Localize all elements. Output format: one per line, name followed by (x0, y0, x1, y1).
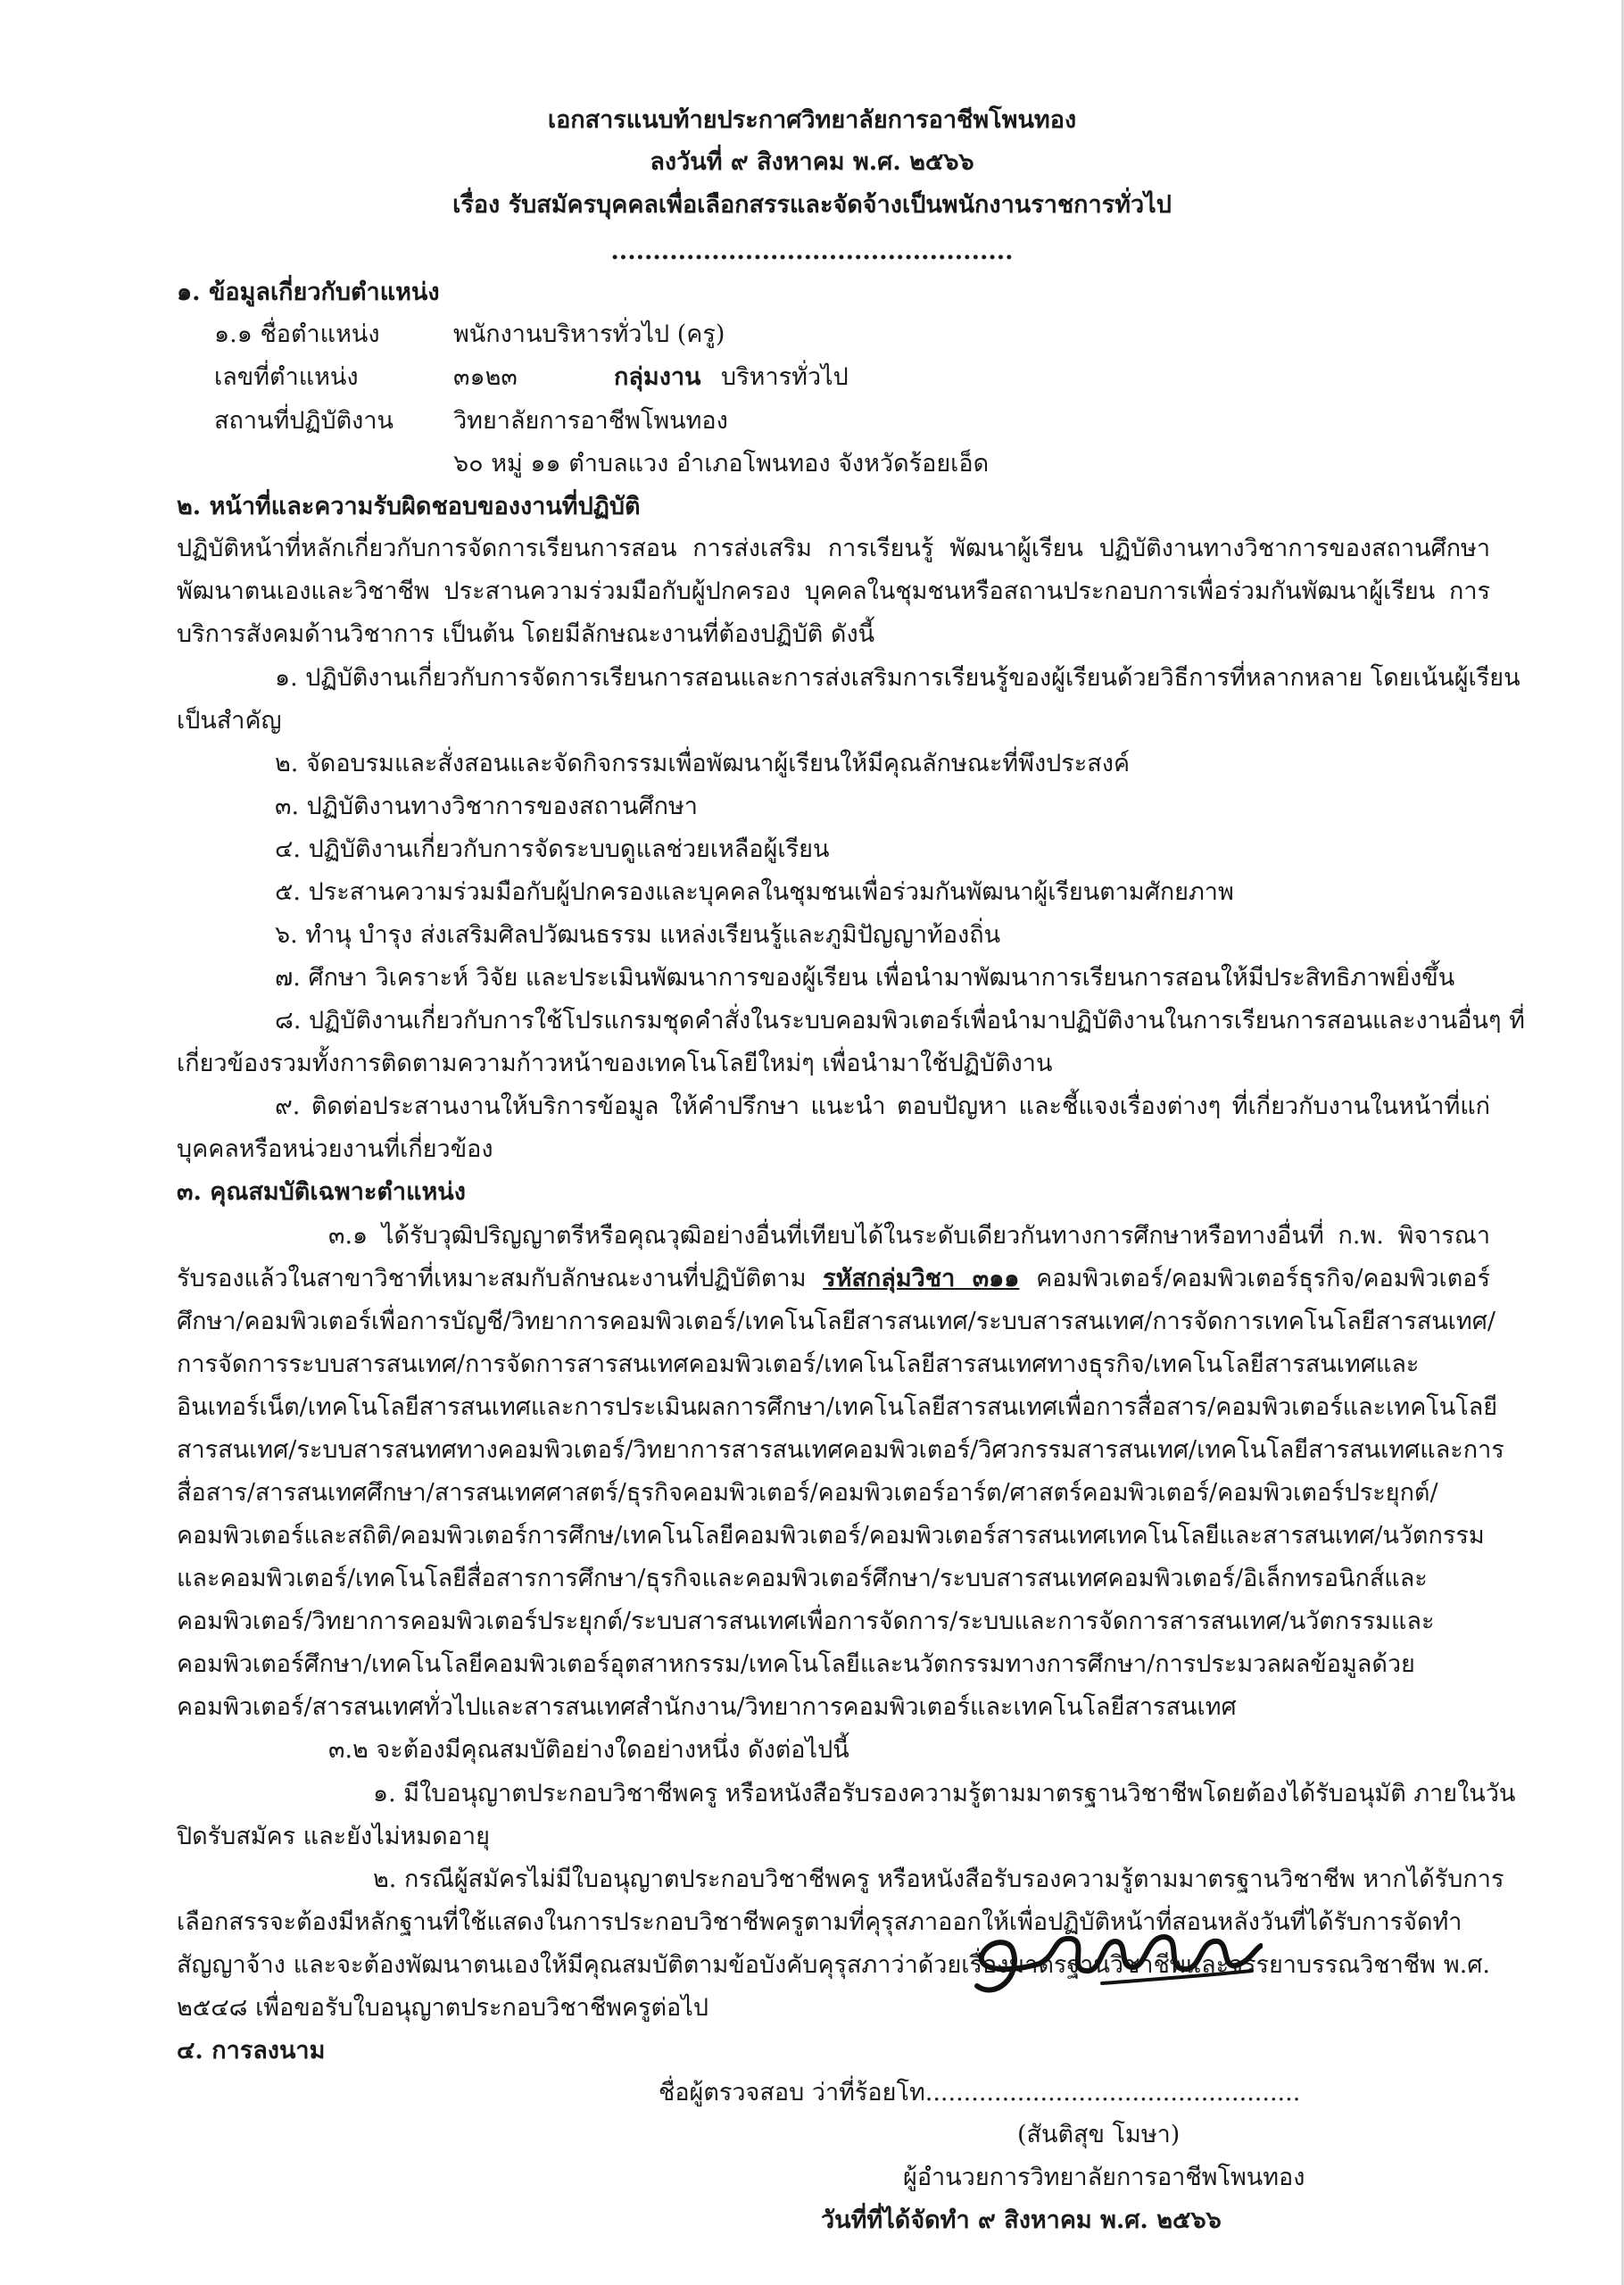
qualification-2-2-line-2: เลือกสรรจะต้องมีหลักฐานที่ใช้แสดงในการประกอบวิชาชีพครูตามที่คุรุสภาออกให้เพื่อปฏิบัติหน้าที่สอนหลังวันที่ได้รับการจัดทำ (177, 1908, 1462, 1936)
signer-role: ผู้อำนวยการวิทยาลัยการอาชีพโพนทอง (903, 2164, 1305, 2191)
duty-item-7: ๗. ศึกษา วิเคราะห์ วิจัย และประเมินพัฒนาการของผู้เรียน เพื่อนำมาพัฒนาการเรียนการสอนให้มีประสิทธิภาพยิ่งขึ้น (275, 964, 1455, 992)
workplace-value-2: ๖๐ หมู่ ๑๑ ตำบลแวง อำเภอโพนทอง จังหวัดร้อยเอ็ด (453, 450, 990, 478)
qualification-1-line-11: คอมพิวเตอร์ศึกษา/เทคโนโลยีคอมพิวเตอร์อุตสาหกรรม/เทคโนโลยีและนวัตกรรมทางการศึกษา/การประมวลผลข้อมูลด้วย (177, 1650, 1415, 1678)
qualification-1-line-8: คอมพิวเตอร์และสถิติ/คอมพิวเตอร์การศึกษ/เทคโนโลยีคอมพิวเตอร์/คอมพิวเตอร์สารสนเทศเทคโนโลยีและสารสนเทศ/นวัตกรรม (177, 1522, 1485, 1550)
qualification-2-1-line-1: ๑. มีใบอนุญาตประกอบวิชาชีพครู หรือหนังสือรับรองความรู้ตามมาตรฐานวิชาชีพโดยต้องได้รับอนุมัติ ภายในวัน (373, 1780, 1516, 1807)
workplace-label: สถานที่ปฏิบัติงาน (214, 407, 394, 435)
duties-intro-line-2: พัฒนาตนเองและวิชาชีพ ประสานความร่วมมือกับผู้ปกครอง บุคคลในชุมชนหรือสถานประกอบการเพื่อร่วมกันพัฒนาผู้เรียน การ (177, 577, 1490, 605)
duty-item-8-line-1: ๘. ปฏิบัติงานเกี่ยวกับการใช้โปรแกรมชุดคำสั่งในระบบคอมพิวเตอร์เพื่อนำมาปฏิบัติงานในการเรียนการสอนและงานอื่นๆ ที่ (275, 1007, 1525, 1034)
section-3-title: ๓. คุณสมบัติเฉพาะตำแหน่ง (177, 1178, 466, 1206)
qualification-2-2-line-4: ๒๕๔๘ เพื่อขอรับใบอนุญาตประกอบวิชาชีพครูต่อไป (177, 1994, 708, 2022)
qualification-1-line-1: ๓.๑ ได้รับวุฒิปริญญาตรีหรือคุณวุฒิอย่างอื่นที่เทียบได้ในระดับเดียวกันทางการศึกษาหรือทางอื่นที่ ก.พ. พิจารณา (328, 1222, 1490, 1250)
section-1-title: ๑. ข้อมูลเกี่ยวกับตำแหน่ง (177, 278, 440, 306)
position-label: ๑.๑ ชื่อตำแหน่ง (214, 320, 380, 348)
header-line-3: เรื่อง รับสมัครบุคคลเพื่อเลือกสรรและจัดจ้างเป็นพนักงานราชการทั่วไป (452, 191, 1172, 219)
prepared-date: วันที่ที่ได้จัดทำ ๙ สิงหาคม พ.ศ. ๒๕๖๖ (821, 2206, 1222, 2234)
qualification-2-2-line-1: ๒. กรณีผู้สมัครไม่มีใบอนุญาตประกอบวิชาชีพครู หรือหนังสือรับรองความรู้ตามมาตรฐานวิชาชีพ หากได้รับการ (373, 1865, 1504, 1893)
qualification-1-line-7: สื่อสาร/สารสนเทศศึกษา/สารสนเทศศาสตร์/ธุรกิจคอมพิวเตอร์/คอมพิวเตอร์อาร์ต/ศาสตร์คอมพิวเตอร์/คอมพิวเตอร์ประยุกต์/ (177, 1479, 1438, 1507)
duty-item-9-line-2: บุคคลหรือหน่วยงานที่เกี่ยวข้อง (177, 1135, 493, 1163)
duty-item-9-line-1: ๙. ติดต่อประสานงานให้บริการข้อมูล ให้คำปรึกษา แนะนำ ตอบปัญหา และชี้แจงเรื่องต่างๆ ที่เกี่ยวกับงานในหน้าที่แก่ (275, 1093, 1490, 1120)
duty-item-8-line-2: เกี่ยวข้องรวมทั้งการติดตามความก้าวหน้าของเทคโนโลยีใหม่ๆ เพื่อนำมาใช้ปฏิบัติงาน (177, 1050, 1053, 1077)
qualification-1-line-6: สารสนเทศ/ระบบสารสนทศทางคอมพิวเตอร์/วิทยาการสารสนเทศคอมพิวเตอร์/วิศวกรรมสารสนเทศ/เทคโนโลยีสารสนเทศและการ (177, 1436, 1504, 1464)
qualification-2: ๓.๒ จะต้องมีคุณสมบัติอย่างใดอย่างหนึ่ง ดังต่อไปนี้ (328, 1736, 849, 1764)
duties-intro-line-3: บริการสังคมด้านวิชาการ เป็นต้น โดยมีลักษณะงานที่ต้องปฏิบัติ ดังนี้ (177, 620, 875, 648)
checker-line: ชื่อผู้ตรวจสอบ ว่าที่ร้อยโท................................................. (659, 2079, 1301, 2106)
header-dots: ................................................ (610, 237, 1014, 265)
duty-item-6: ๖. ทำนุ บำรุง ส่งเสริมศิลปวัฒนธรรม แหล่งเรียนรู้และภูมิปัญญาท้องถิ่น (275, 921, 1001, 949)
qualification-1-line-4: การจัดการระบบสารสนเทศ/การจัดการสารสนเทศคอมพิวเตอร์/เทคโนโลยีสารสนเทศทางธุรกิจ/เทคโนโลยีสารสนเทศและ (177, 1350, 1420, 1378)
signer-name: (สันติสุข โมษา) (1017, 2121, 1181, 2148)
qualification-1-line-3: ศึกษา/คอมพิวเตอร์เพื่อการบัญชี/วิทยาการคอมพิวเตอร์/เทคโนโลยีสารสนเทศ/ระบบสารสนเทศ/การจัดการเทคโนโลยีสารสนเทศ/ (177, 1308, 1496, 1335)
qualification-1-line-12: คอมพิวเตอร์/สารสนเทศทั่วไปและสารสนเทศสำนักงาน/วิทยาการคอมพิวเตอร์และเทคโนโลยีสารสนเทศ (177, 1693, 1237, 1721)
qualification-1-line-2-pre: รับรองแล้วในสาขาวิชาที่เหมาะสมกับลักษณะงานที่ปฏิบัติตาม (177, 1265, 807, 1292)
work-group-label: กลุ่มงาน (614, 363, 701, 391)
duty-item-1-line-2: เป็นสำคัญ (177, 707, 282, 735)
duties-intro-line-1: ปฏิบัติหน้าที่หลักเกี่ยวกับการจัดการเรียนการสอน การส่งเสริม การเรียนรู้ พัฒนาผู้เรียน ปฏิบัติงานทางวิชาการของสถานศึกษา (177, 535, 1490, 562)
workplace-value-1: วิทยาลัยการอาชีพโพนทอง (453, 407, 728, 435)
position-number-value: ๓๑๒๓ (453, 363, 518, 391)
qualification-2-1-line-2: ปิดรับสมัคร และยังไม่หมดอายุ (177, 1823, 490, 1850)
work-group-value: บริหารทั่วไป (721, 363, 849, 391)
duty-item-4: ๔. ปฏิบัติงานเกี่ยวกับการจัดระบบดูแลช่วยเหลือผู้เรียน (275, 835, 830, 863)
qualification-1-line-2-post: คอมพิวเตอร์/คอมพิวเตอร์ธุรกิจ/คอมพิวเตอร์ (1036, 1265, 1490, 1292)
duty-item-5: ๕. ประสานความร่วมมือกับผู้ปกครองและบุคคลในชุมชนเพื่อร่วมกันพัฒนาผู้เรียนตามศักยภาพ (275, 878, 1234, 906)
subject-group-code: รหัสกลุ่มวิชา ๓๑๑ (823, 1265, 1020, 1292)
qualification-1-line-2 (177, 1261, 1490, 1297)
header-line-2: ลงวันที่ ๙ สิงหาคม พ.ศ. ๒๕๖๖ (650, 148, 974, 176)
position-value: พนักงานบริหารทั่วไป (ครู) (453, 320, 725, 348)
header-line-1: เอกสารแนบท้ายประกาศวิทยาลัยการอาชีพโพนทอง (547, 106, 1077, 134)
handwritten-signature (968, 1901, 1263, 1999)
qualification-1-line-9: และคอมพิวเตอร์/เทคโนโลยีสื่อสารการศึกษา/ธุรกิจและคอมพิวเตอร์ศึกษา/ระบบสารสนเทศคอมพิวเตอร์/อิเล็กทรอนิกส์และ (177, 1565, 1428, 1592)
section-4-title: ๔. การลงนาม (177, 2037, 326, 2065)
duty-item-2: ๒. จัดอบรมและสั่งสอนและจัดกิจกรรมเพื่อพัฒนาผู้เรียนให้มีคุณลักษณะที่พึงประสงค์ (275, 750, 1131, 777)
duty-item-1-line-1: ๑. ปฏิบัติงานเกี่ยวกับการจัดการเรียนการสอนและการส่งเสริมการเรียนรู้ของผู้เรียนด้วยวิธีการที่หลากหลาย โดยเน้นผู้เรียน (275, 664, 1520, 692)
section-2-title: ๒. หน้าที่และความรับผิดชอบของงานที่ปฏิบัติ (177, 493, 641, 520)
qualification-2-2-line-3: สัญญาจ้าง และจะต้องพัฒนาตนเองให้มีคุณสมบัติตามข้อบังคับคุรุสภาว่าด้วยเรื่องมาตรฐานวิชาชีพและจรรยาบรรณวิชาชีพ พ.ศ. (177, 1951, 1490, 1979)
duty-item-3: ๓. ปฏิบัติงานทางวิชาการของสถานศึกษา (275, 793, 698, 820)
position-number-label: เลขที่ตำแหน่ง (214, 363, 359, 391)
qualification-1-line-10: คอมพิวเตอร์/วิทยาการคอมพิวเตอร์ประยุกต์/ระบบสารสนเทศเพื่อการจัดการ/ระบบและการจัดการสารสนเทศ/นวัตกรรมและ (177, 1608, 1435, 1635)
qualification-1-line-5: อินเทอร์เน็ต/เทคโนโลยีสารสนเทศและการประเมินผลการศึกษา/เทคโนโลยีสารสนเทศเพื่อการสื่อสาร/คอมพิวเตอร์และเทคโนโลยี (177, 1393, 1498, 1421)
